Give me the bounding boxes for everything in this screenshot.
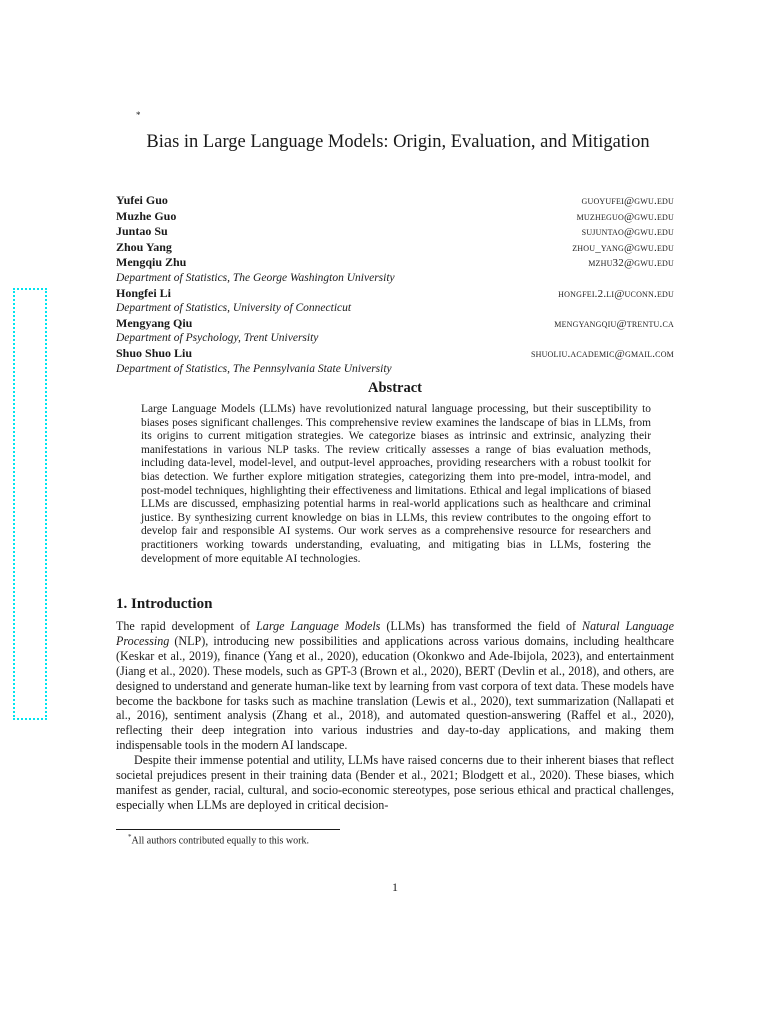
italic-term: Natural Language Processing: [116, 619, 674, 648]
affiliation: Department of Statistics, The Pennsylvania State University: [116, 362, 392, 375]
introduction-body: [116, 619, 674, 813]
affiliation: Department of Statistics, The George Washington University: [116, 271, 395, 284]
selection-outline[interactable]: [13, 288, 47, 720]
author-name: Mengqiu Zhu: [116, 255, 187, 270]
author-block: [116, 193, 674, 376]
section-heading: 1. Introduction: [116, 596, 213, 612]
page-number: 1: [392, 880, 398, 894]
author-email: mzhu32@gwu.edu: [588, 257, 674, 270]
author-row: [116, 286, 674, 302]
paper-title: Bias in Large Language Models: Origin, Evaluation, and Mitigation: [146, 132, 650, 152]
author-email: muzheguo@gwu.edu: [576, 210, 674, 223]
text-run: The rapid development of: [116, 619, 257, 633]
author-name: Hongfei Li: [116, 285, 172, 300]
footnote-mark: *: [128, 833, 132, 841]
author-email: zhou_yang@gwu.edu: [572, 241, 674, 254]
author-email: sujuntao@gwu.edu: [581, 226, 674, 239]
paragraph: [116, 619, 674, 753]
author-row: [116, 193, 674, 209]
author-name: Shuo Shuo Liu: [116, 345, 193, 360]
affiliation: Department of Psychology, Trent University: [116, 332, 319, 345]
author-email: mengyangqiu@trentu.ca: [554, 317, 674, 330]
author-name: Juntao Su: [116, 224, 168, 239]
author-email: guoyufei@gwu.edu: [581, 195, 674, 207]
text-run: (NLP), introducing new possibilities and applications across various domains, including healthcare (Keskar et al., 2019), finance (Yang et al., 2020), education (Okonkwo and Ade-Ibijola, 2023), and entertainment (Jiang et al., 2020). These models, such as GPT-3 (Brown et al., 2020), BERT (Devlin et al., 2018), and others, are designed to understand and generate human-like text by learning from vast corpora of text data. These models have become the backbone for tasks such as machine translation (Lewis et al., 2020), text summarization (Nallapati et al., 2016), sentiment analysis (Zhang et al., 2018), and automated question-answering (Raffel et al., 2020), reflecting their deep integration into various industries and day-to-day applications, and making them indispensable tools in the modern AI landscape.: [116, 633, 674, 753]
author-name: Muzhe Guo: [116, 208, 177, 223]
affiliation: Department of Statistics, University of Connecticut: [116, 302, 352, 315]
author-name: Mengyang Qiu: [116, 315, 193, 330]
footnote: [128, 833, 309, 846]
author-name: Yufei Guo: [116, 193, 168, 207]
italic-term: Large Language Models: [256, 619, 381, 633]
abstract-heading: Abstract: [368, 380, 422, 396]
author-row: [116, 346, 674, 362]
title-footnote-marker: *: [136, 110, 141, 120]
author-email: hongfei.2.li@uconn.edu: [558, 287, 674, 300]
footnote-text: All authors contributed equally to this work.: [131, 835, 309, 847]
author-row: [116, 209, 674, 225]
text-run: (LLMs) has transformed the field of: [380, 619, 582, 633]
footnote-rule: [116, 829, 340, 830]
paragraph: Despite their immense potential and utility, LLMs have raised concerns due to their inherent biases that reflect societal prejudices present in their training data (Bender et al., 2021; Blodgett et al., 2020). These biases, which manifest as gender, racial, cultural, and socio-economic stereotypes, pose serious ethical and practical challenges, especially when LLMs are deployed in critical decision-: [116, 753, 674, 812]
abstract-text: Large Language Models (LLMs) have revolutionized natural language processing, but their susceptibility to biases poses significant challenges. This comprehensive review examines the landscape of bias in LLMs, from its origins to current mitigation strategies. We categorize biases as intrinsic and extrinsic, analyzing their manifestations in various NLP tasks. The review critically assesses a range of bias evaluation methods, including data-level, model-level, and output-level approaches, providing researchers with a robust toolkit for bias detection. We further explore mitigation strategies, categorizing them into pre-model, intra-model, and post-model techniques, highlighting their effectiveness and limitations. Ethical and legal implications of biased LLMs are discussed, emphasizing potential harms in real-world applications such as healthcare and criminal justice. By synthesizing current knowledge on bias in LLMs, this review contributes to the ongoing effort to develop fair and responsible AI systems. Our work serves as a comprehensive resource for researchers and practitioners working towards understanding, evaluating, and mitigating bias in LLMs, fostering the development of more equitable AI technologies.: [141, 403, 651, 565]
author-email: shuoliu.academic@gmail.com: [530, 347, 674, 360]
author-row: [116, 224, 674, 240]
author-row: [116, 240, 674, 256]
author-row: [116, 316, 674, 332]
author-name: Zhou Yang: [116, 239, 172, 254]
author-row: [116, 255, 674, 271]
